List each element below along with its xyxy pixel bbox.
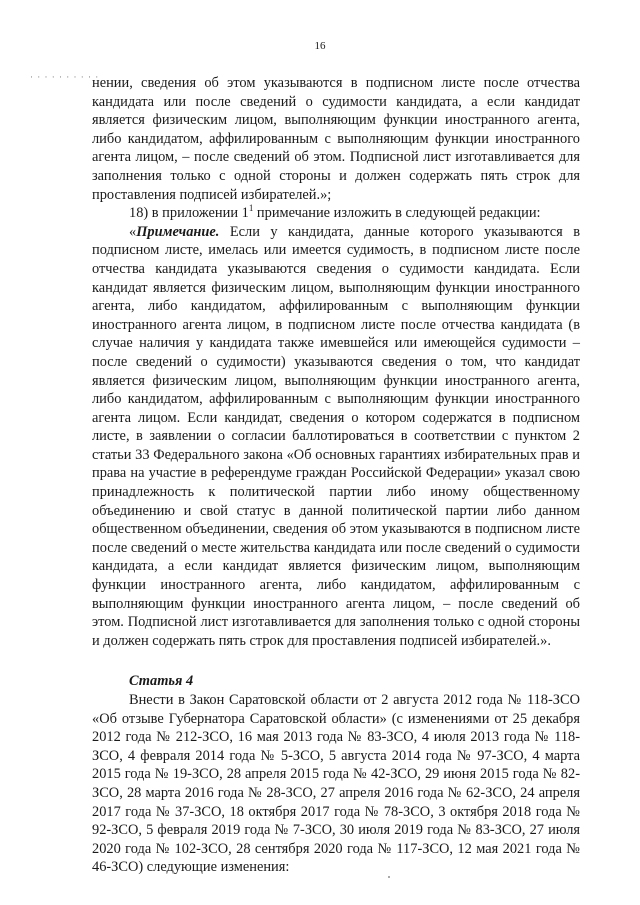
paragraph-article-4: Внести в Закон Саратовской области от 2 августа 2012 года № 118-ЗСО «Об отзыве Губернатора Саратовской области» (с изменениями от 25 декабря 2012 года № 212-ЗСО, 16 мая 2013 года № 83-ЗСО, 4 июля 2013 года № 118-ЗСО, 4 февраля 2014 года № 5-ЗСО, 5 августа 2014 года № 97-ЗСО, 4 марта 2015 года № 19-ЗСО, 28 апреля 2015 года № 42-ЗСО, 29 июня 2015 года № 82-ЗСО, 28 марта 2016 года № 28-ЗСО, 27 апреля 2016 года № 62-ЗСО, 24 апреля 2017 года № 37-ЗСО, 18 октября 2017 года № 78-ЗСО, 3 октября 2018 года № 92-ЗСО, 5 февраля 2019 года № 7-ЗСО, 30 июля 2019 года № 83-ЗСО, 27 июля 2020 года № 102-ЗСО, 28 сентября 2020 года № 117-ЗСО, 12 мая 2021 года № 46-ЗСО) следующие изменения:: [92, 692, 580, 876]
paragraph-note: [92, 223, 580, 651]
item-18-text-a: 18) в приложении 1: [129, 205, 249, 222]
paragraph-item-18: [92, 204, 580, 223]
note-open-quote: «: [129, 223, 137, 240]
document-body: [92, 74, 580, 877]
paragraph-continuation: нении, сведения об этом указываются в подписном листе после отчества кандидата или после сведений о судимости кандидата, а если кандидат является физическим лицом, выполняющим функции иностранного агента, либо кандидатом, аффилированным с выполняющим функции иностранного агента лицом, – после сведений об этом. Подписной лист изготавливается для заполнения только с одной стороны и должен содержать пять строк для проставления подписей избирателей.»;: [92, 75, 580, 203]
scan-speck: [388, 876, 390, 878]
item-18-superscript: 1: [248, 203, 254, 214]
page-number: 16: [314, 40, 326, 52]
item-18-text-b: примечание изложить в следующей редакции:: [253, 205, 541, 222]
note-label: Примечание.: [136, 223, 220, 240]
note-text: Если у кандидата, данные которого указываются в подписном листе, имелась или имеется судимость, в подписном листе после отчества кандидата указываются сведения о судимости кандидата. Если кандидат является физическим лицом, выполняющим функции иностранного агента, либо кандидатом, аффилированным с выполняющим функции иностранного агента лицом, в подписном листе после отчества кандидата (в случае наличия у кандидата также имевшейся или имеющейся судимости – после сведений о судимости) указываются сведения о том, что кандидат является физическим лицом, выполняющим функции иностранного агента, либо кандидатом, аффилированным с выполняющим функции иностранного агента лицом. Если кандидат, сведения о котором содержатся в подписном листе, в заявлении о согласии баллотироваться в соответствии с пунктом 2 статьи 33 Федерального закона «Об основных гарантиях избирательных прав и права на участие в референдуме граждан Российской Федерации» указал свою принадлежность к политической партии либо иному общественному объединению и свой статус в данной политической партии либо данном общественном объединении, сведения об этом указываются в подписном листе после сведений о месте жительства кандидата или после сведений о судимости кандидата, а если кандидат является физическим лицом, выполняющим функции иностранного агента, либо кандидатом, аффилированным с выполняющим функции иностранного агента лицом, – после сведений об этом. Подписной лист изготавливается для заполнения только с одной стороны и должен содержать пять строк для проставления подписей избирателей.».: [92, 223, 580, 649]
spacer: [92, 650, 580, 672]
margin-dots: · · · · · · · · · ·: [30, 72, 100, 82]
article-title: Статья 4: [129, 673, 194, 690]
